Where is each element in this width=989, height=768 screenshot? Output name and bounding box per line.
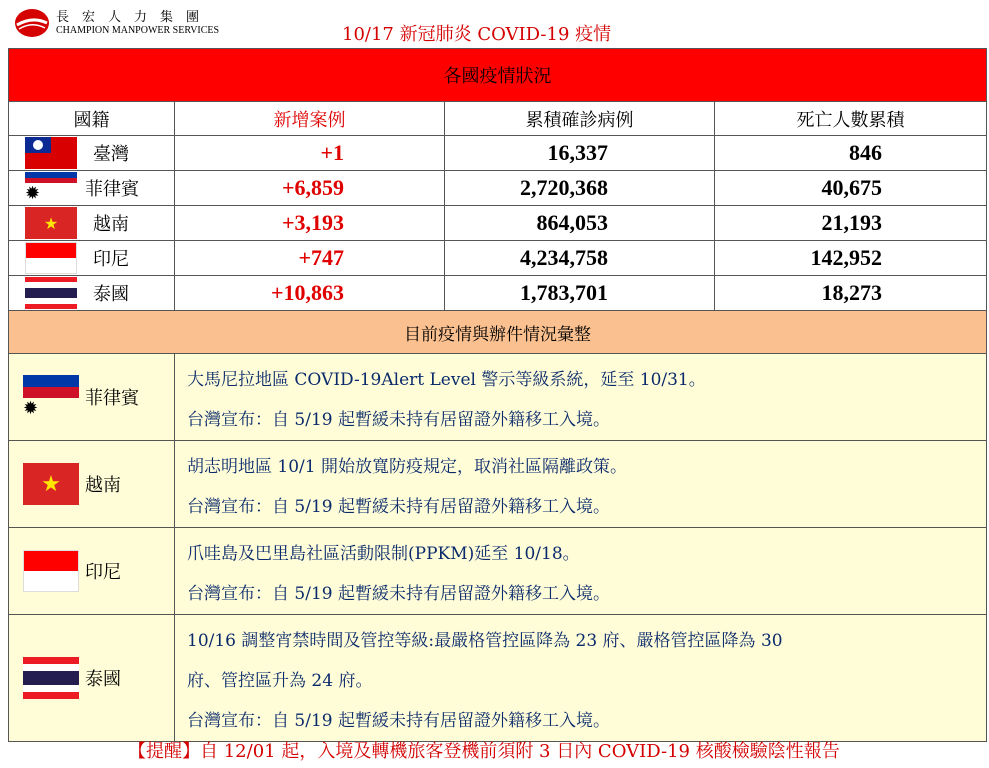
summary-row xyxy=(9,528,987,615)
total-cases-value: 1,783,701 xyxy=(445,276,715,311)
country-name: 印尼 xyxy=(93,249,129,270)
summary-country-name: 印尼 xyxy=(85,562,121,583)
new-cases-value: +3,193 xyxy=(175,206,445,241)
table-row xyxy=(9,206,987,241)
table-row xyxy=(9,171,987,206)
summary-line: 台灣宣布：自 5/19 起暫緩未持有居留證外籍移工入境。 xyxy=(187,410,610,430)
summary-row xyxy=(9,354,987,441)
total-cases-value: 864,053 xyxy=(445,206,715,241)
table-header-row xyxy=(9,102,987,136)
summary-country-name: 泰國 xyxy=(85,669,121,690)
reminder-note: 【提醒】自 12/01 起，入境及轉機旅客登機前須附 3 日內 COVID-19 核酸檢驗陰性報告 xyxy=(128,741,840,762)
table-row xyxy=(9,276,987,311)
header-deaths: 死亡人數累積 xyxy=(715,102,987,136)
table-row xyxy=(9,241,987,276)
flag-vietnam-icon: ★ xyxy=(23,463,79,505)
new-cases-value: +10,863 xyxy=(175,276,445,311)
summary-line: 台灣宣布：自 5/19 起暫緩未持有居留證外籍移工入境。 xyxy=(187,584,610,604)
country-name: 越南 xyxy=(93,214,129,235)
new-cases-value: +1 xyxy=(175,136,445,171)
flag-philippines-icon: ✹ xyxy=(23,375,79,419)
deaths-value: 40,675 xyxy=(715,171,987,206)
summary-country-name: 越南 xyxy=(85,475,121,496)
summary-line: 大馬尼拉地區 COVID-19Alert Level 警示等級系統，延至 10/31。 xyxy=(187,370,706,390)
champion-logo xyxy=(14,8,50,38)
flag-vietnam-icon: ★ xyxy=(25,207,77,239)
summary-line: 胡志明地區 10/1 開始放寬防疫規定，取消社區隔離政策。 xyxy=(187,457,627,477)
flag-thailand-icon xyxy=(23,657,79,699)
summary-line: 台灣宣布：自 5/19 起暫緩未持有居留證外籍移工入境。 xyxy=(187,497,610,517)
flag-thailand-icon xyxy=(25,277,77,309)
deaths-value: 846 xyxy=(715,136,987,171)
summary-row xyxy=(9,615,987,742)
flag-indonesia-icon xyxy=(25,242,77,274)
summary-row xyxy=(9,441,987,528)
new-cases-value: +747 xyxy=(175,241,445,276)
summary-line: 台灣宣布：自 5/19 起暫緩未持有居留證外籍移工入境。 xyxy=(187,711,610,731)
section-title-status: 各國疫情狀況 xyxy=(9,49,987,102)
header-new-cases: 新增案例 xyxy=(175,102,445,136)
flag-indonesia-icon xyxy=(23,550,79,592)
header-country: 國籍 xyxy=(9,102,175,136)
summary-country-name: 菲律賓 xyxy=(85,388,139,409)
summary-line: 府、管控區升為 24 府。 xyxy=(187,671,373,691)
total-cases-value: 4,234,758 xyxy=(445,241,715,276)
country-name: 泰國 xyxy=(93,284,129,305)
page-title: 10/17 新冠肺炎 COVID-19 疫情 xyxy=(342,24,612,45)
country-name: 臺灣 xyxy=(93,144,129,165)
brand-name-en: CHAMPION MANPOWER SERVICES xyxy=(56,25,220,36)
country-name: 菲律賓 xyxy=(85,179,139,200)
total-cases-value: 16,337 xyxy=(445,136,715,171)
deaths-value: 142,952 xyxy=(715,241,987,276)
summary-line: 10/16 調整宵禁時間及管控等級:最嚴格管控區降為 23 府、嚴格管控區降為 30 xyxy=(187,631,783,651)
brand-name-cn: 長宏人力集團 xyxy=(56,10,213,25)
new-cases-value: +6,859 xyxy=(175,171,445,206)
total-cases-value: 2,720,368 xyxy=(445,171,715,206)
deaths-value: 18,273 xyxy=(715,276,987,311)
covid-table xyxy=(8,48,987,742)
section-title-summary: 目前疫情與辦件情況彙整 xyxy=(9,311,987,354)
flag-taiwan-icon xyxy=(25,137,77,169)
summary-line: 爪哇島及巴里島社區活動限制(PPKM)延至 10/18。 xyxy=(187,544,580,564)
flag-philippines-icon: ✹ xyxy=(25,172,77,204)
header-total-cases: 累積確診病例 xyxy=(445,102,715,136)
deaths-value: 21,193 xyxy=(715,206,987,241)
table-row xyxy=(9,136,987,171)
